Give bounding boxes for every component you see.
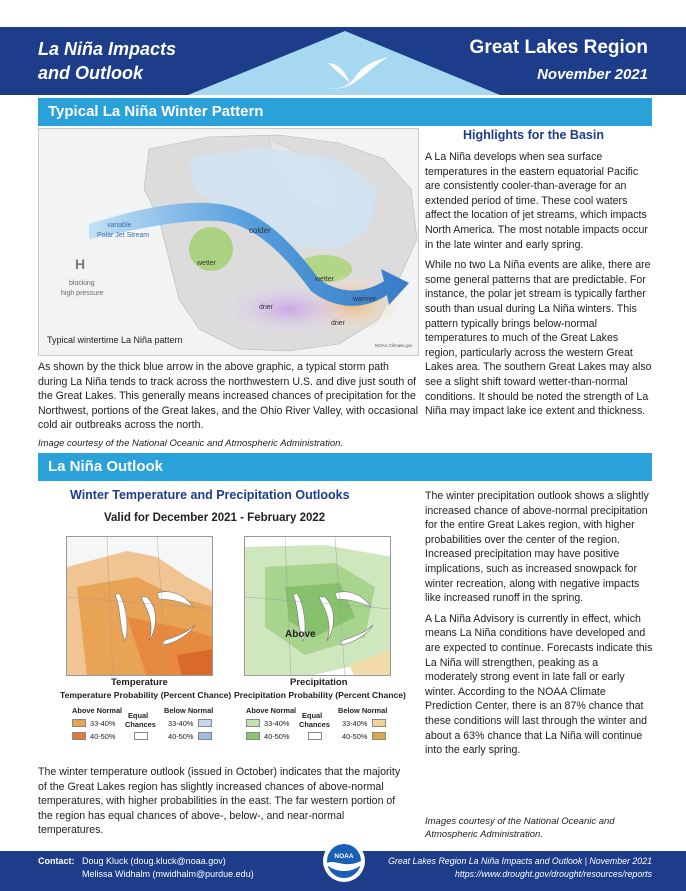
section-bar-winter-pattern: Typical La Niña Winter Pattern	[38, 98, 652, 126]
footer-title: Great Lakes Region La Niña Impacts and Outlook | November 2021	[388, 856, 652, 866]
precip-swatch-above-1	[246, 719, 260, 727]
footer-contact-label: Contact:	[38, 856, 75, 866]
precipitation-outlook-map	[244, 536, 391, 676]
temp-legend-above: Above Normal	[72, 706, 123, 715]
footer-contact-2: Melissa Widhalm (mwidhalm@purdue.edu)	[82, 869, 254, 879]
temperature-outlook-map	[66, 536, 213, 676]
outlook-paragraph-2: A La Niña Advisory is currently in effect, which means La Niña conditions have developed and are expected to continue. Forecasts indicate this La Niña will strengthen, peaking as a moderately strong event in late fall or early winter. According to the NOAA Climate Prediction Center, there is an 87% chance that these conditions will last through the winter and about a 63% chance that La Niña will continue into the early spring.	[425, 612, 653, 757]
precip-legend-above: Above Normal	[246, 706, 297, 715]
outlooks-heading: Winter Temperature and Precipitation Outlooks	[70, 488, 350, 502]
outlook-paragraph-1: The winter precipitation outlook shows a slightly increased chance of above-normal precipitation for the entire Great Lakes region, with higher probabilities over the center of the region. Increased precipitation may have positive implications, such as increased snowpack for winter recreation, along with negative impacts like increased runoff in the spring.	[425, 490, 649, 605]
precip-swatch-below-2	[372, 732, 386, 740]
header-title: La Niña Impacts and Outlook	[38, 39, 177, 83]
map-warmer-label: warmer	[353, 296, 377, 303]
noaa-logo-icon	[322, 839, 366, 883]
valid-period: Valid for December 2021 - February 2022	[104, 512, 326, 524]
precip-legend-title: Precipitation Probability (Percent Chance)	[234, 690, 406, 700]
temp-range-1: 33-40%	[90, 719, 116, 728]
map-drier-se-label: drier	[331, 320, 346, 327]
temp-legend-equal: Equal	[128, 711, 149, 720]
map-jet-label: variable	[107, 222, 132, 229]
map-credit-label: NOAA Climate.gov	[375, 343, 413, 348]
map-blocking-label: blocking	[69, 280, 95, 287]
highlights-heading: Highlights for the Basin	[463, 128, 604, 142]
precip-legend-equal: Equal	[302, 711, 323, 720]
precip-range-2: 40-50%	[264, 732, 290, 741]
la-nina-pattern-map	[38, 128, 419, 356]
precip-legend-below: Below Normal	[338, 706, 388, 715]
noaa-logo-text: NOAA	[334, 853, 354, 860]
map-blocking-label-2: high pressure	[61, 290, 104, 297]
map-wetter-west-label: wetter	[197, 260, 217, 267]
footer-contact-1: Doug Kluck (doug.kluck@noaa.gov)	[82, 856, 226, 866]
precip-map-above-label: Above	[285, 629, 316, 640]
temp-range-4: 40-50%	[168, 732, 194, 741]
temp-legend-title: Temperature Probability (Percent Chance)	[60, 690, 232, 700]
precip-range-1: 33-40%	[264, 719, 290, 728]
map-drier-sw-label: drier	[259, 304, 274, 311]
map-caption-label: Typical wintertime La Niña pattern	[47, 335, 183, 345]
temp-swatch-equal	[134, 732, 148, 740]
temp-swatch-below-1	[198, 719, 212, 727]
temp-swatch-below-2	[198, 732, 212, 740]
precip-swatch-equal	[308, 732, 322, 740]
map-high-label: H	[75, 256, 86, 272]
highlights-paragraph-2: While no two La Niña events are alike, there are some general patterns that are predictable. For instance, the polar jet stream is typically farther south than usual during La Niña winters. This pattern typically brings below-normal temperatures to much of the Great Lakes region, particularly across the western Great Lakes area. The southern Great Lakes may also see a slight shift toward wetter-than-normal conditions. It should be noted the strength of La Niña may impact lake ice extent and thickness.	[425, 259, 652, 418]
precip-swatch-below-1	[372, 719, 386, 727]
temp-legend-below: Below Normal	[164, 706, 214, 715]
map-colder-label: colder	[249, 226, 271, 235]
page-footer	[0, 851, 686, 891]
precipitation-legend	[234, 690, 404, 750]
map-jet-label-2: Polar Jet Stream	[97, 232, 150, 239]
temperature-outlook-text: The winter temperature outlook (issued in October) indicates that the majority of the Great Lakes region has slightly increased chances of above-normal temperatures, with higher probabilities in the east. The far western portion of the region has equal chances of above-, below-, and near-normal temperatures.	[38, 766, 401, 837]
section-bar-outlook: La Niña Outlook	[38, 453, 652, 481]
temperature-map-title: Temperature	[111, 677, 168, 688]
temp-swatch-above-2	[72, 732, 86, 740]
highlights-paragraph-1: A La Niña develops when sea surface temperatures in the eastern equatorial Pacific are consistently cooler-than-average for an extended period of time. These cool waters affect the location of jet streams, which impacts North America. The most notable impacts occur in the late winter and early spring.	[425, 151, 648, 251]
page-header	[0, 27, 686, 95]
precip-swatch-above-2	[246, 732, 260, 740]
temp-legend-chances: Chances	[125, 720, 156, 729]
outlook-right-text	[425, 489, 653, 764]
precip-legend-chances: Chances	[299, 720, 330, 729]
map-credit-text: Image courtesy of the National Oceanic and Atmospheric Administration.	[38, 438, 344, 449]
temp-swatch-above-1	[72, 719, 86, 727]
header-region: Great Lakes Region	[469, 37, 648, 58]
header-date: November 2021	[537, 66, 648, 83]
footer-url-link[interactable]: https://www.drought.gov/drought/resources/reports	[454, 869, 652, 879]
map-description-text: As shown by the thick blue arrow in the above graphic, a typical storm path during La Niña tends to track across the northwestern U.S. and dive just south of the Great Lakes. This generally means increased chances of precipitation for the Northwest, portions of the Great lakes, and the Ohio River Valley, with occasional cold air outbreaks across the north.	[38, 361, 418, 432]
precip-range-4: 40-50%	[342, 732, 368, 741]
precip-range-3: 33-40%	[342, 719, 368, 728]
map-wetter-east-label: wetter	[315, 276, 335, 283]
precipitation-map-title: Precipitation	[290, 677, 348, 688]
temp-range-2: 40-50%	[90, 732, 116, 741]
temperature-legend	[60, 690, 230, 750]
temp-range-3: 33-40%	[168, 719, 194, 728]
outlook-credit-text: Images courtesy of the National Oceanic and Atmospheric Administration.	[425, 816, 615, 840]
highlights-text	[425, 150, 653, 425]
